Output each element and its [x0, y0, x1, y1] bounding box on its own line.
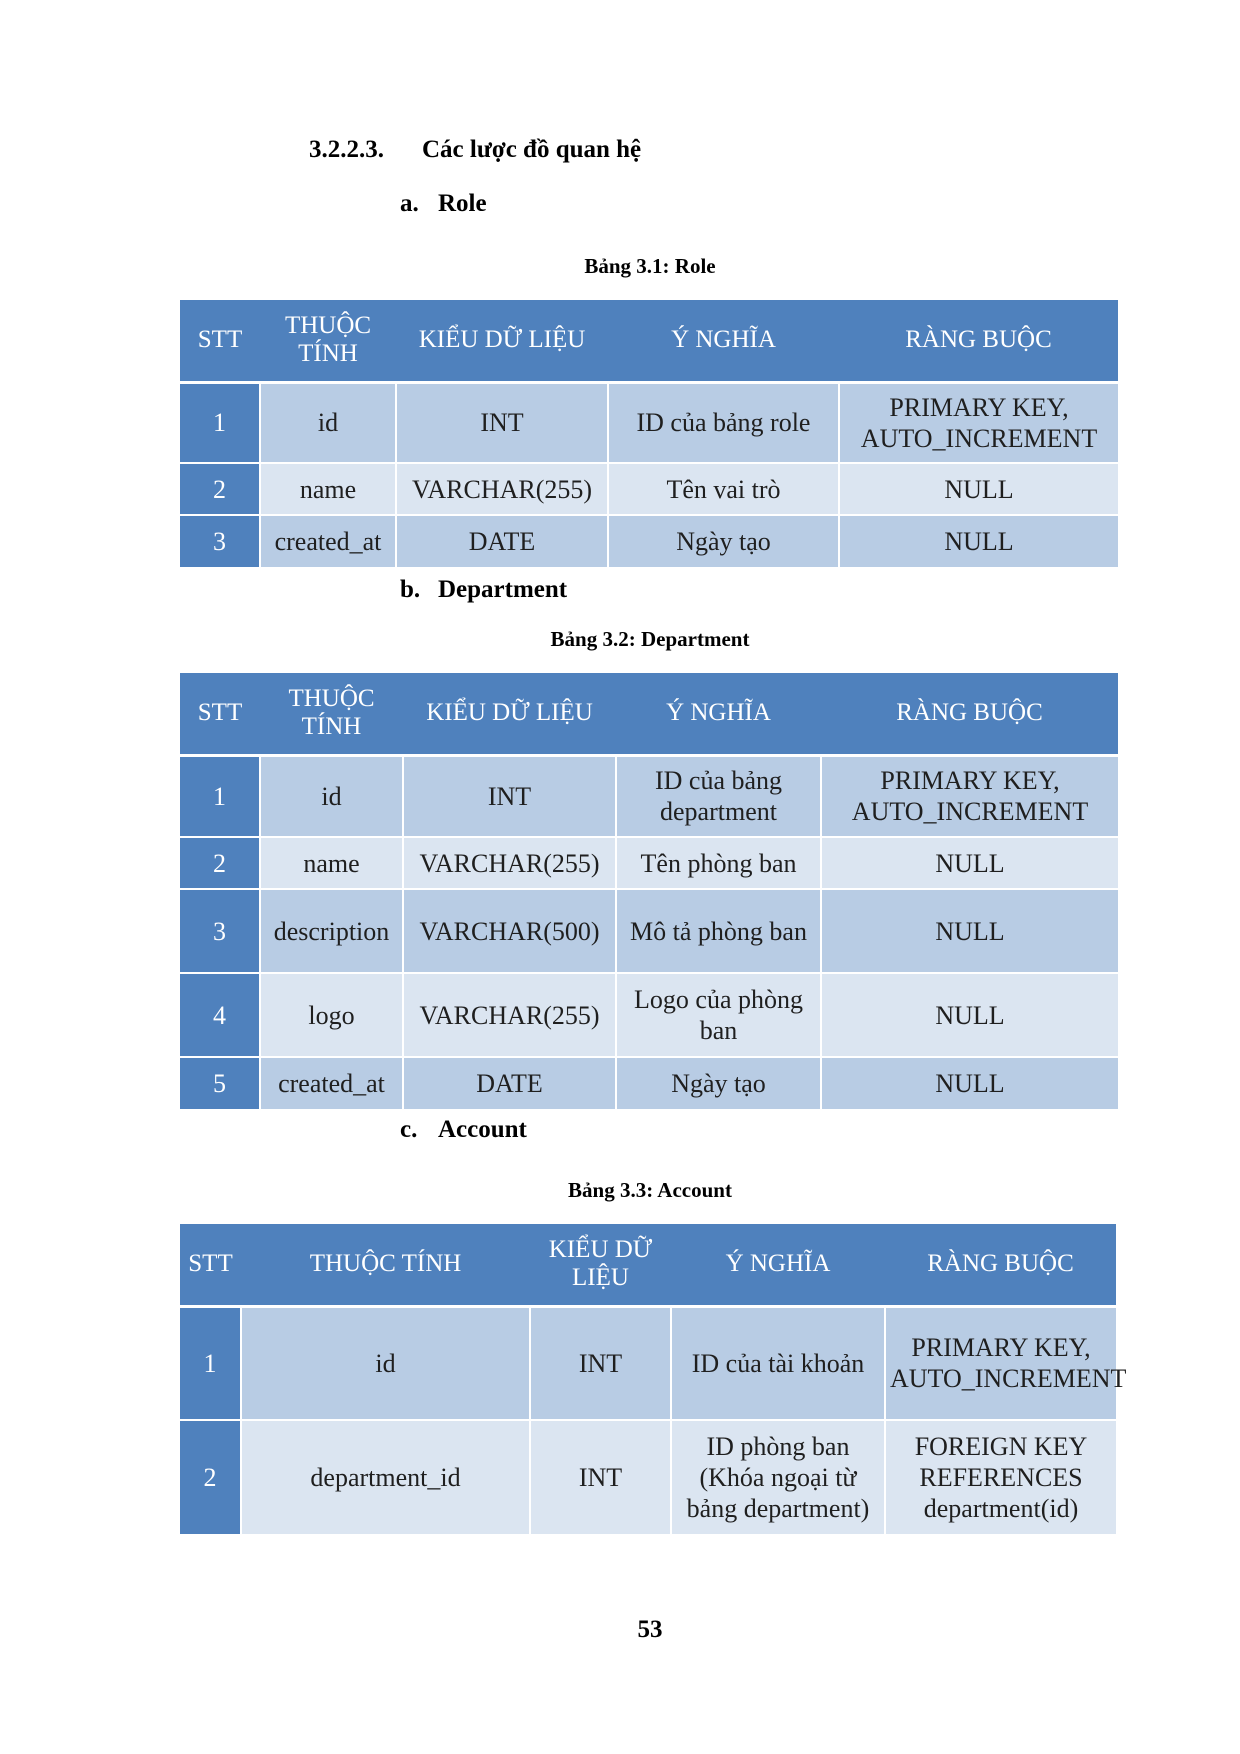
cell-type: DATE: [403, 1057, 616, 1109]
subsection-heading-department: b. Department: [400, 576, 568, 603]
cell-attribute: logo: [260, 973, 403, 1057]
cell-meaning: ID của bảng role: [608, 382, 839, 463]
cell-type: INT: [396, 382, 608, 463]
cell-type: VARCHAR(500): [403, 889, 616, 973]
table-row: [180, 973, 1118, 1057]
table-role: [180, 300, 1118, 567]
header-cell: KIỂU DỮ LIỆU: [403, 673, 616, 755]
cell-constraint: NULL: [839, 463, 1118, 515]
header-cell: RÀNG BUỘC: [885, 1224, 1116, 1306]
cell-attribute: id: [241, 1306, 530, 1420]
header-cell: RÀNG BUỘC: [839, 300, 1118, 382]
table-row: [180, 1057, 1118, 1109]
cell-attribute: department_id: [241, 1420, 530, 1534]
cell-type: VARCHAR(255): [396, 463, 608, 515]
header-cell: KIỂU DỮ LIỆU: [396, 300, 608, 382]
cell-constraint: PRIMARY KEY, AUTO_INCREMENT: [821, 755, 1118, 837]
cell-meaning: Logo của phòng ban: [616, 973, 821, 1057]
cell-type: INT: [530, 1420, 671, 1534]
cell-constraint: NULL: [839, 515, 1118, 567]
cell-meaning: ID của tài khoản: [671, 1306, 885, 1420]
header-cell: KIỂU DỮ LIỆU: [530, 1224, 671, 1306]
table-caption-role: Bảng 3.1: Role: [584, 254, 716, 278]
table-row: [180, 1306, 1116, 1420]
table-row: [180, 382, 1118, 463]
table-row: [180, 515, 1118, 567]
header-cell: THUỘC TÍNH: [241, 1224, 530, 1306]
cell-stt: 1: [180, 755, 260, 837]
section-number: 3.2.2.3.: [309, 136, 384, 163]
cell-stt: 4: [180, 973, 260, 1057]
cell-attribute: id: [260, 755, 403, 837]
cell-attribute: created_at: [260, 1057, 403, 1109]
cell-meaning: Ngày tạo: [616, 1057, 821, 1109]
cell-constraint: NULL: [821, 837, 1118, 889]
cell-stt: 2: [180, 463, 260, 515]
cell-meaning: ID phòng ban (Khóa ngoại từ bảng department): [671, 1420, 885, 1534]
cell-meaning: Tên vai trò: [608, 463, 839, 515]
cell-attribute: name: [260, 463, 396, 515]
cell-constraint: NULL: [821, 1057, 1118, 1109]
table-header-row: [180, 673, 1118, 755]
header-cell: STT: [180, 673, 260, 755]
cell-type: VARCHAR(255): [403, 973, 616, 1057]
cell-constraint: NULL: [821, 973, 1118, 1057]
page-number: 53: [637, 1616, 663, 1643]
cell-constraint: PRIMARY KEY, AUTO_INCREMENT: [839, 382, 1118, 463]
cell-constraint: NULL: [821, 889, 1118, 973]
table-header-row: [180, 1224, 1116, 1306]
cell-attribute: name: [260, 837, 403, 889]
cell-attribute: id: [260, 382, 396, 463]
table-header-row: [180, 300, 1118, 382]
cell-meaning: Ngày tạo: [608, 515, 839, 567]
cell-stt: 2: [180, 837, 260, 889]
header-cell: Ý NGHĨA: [616, 673, 821, 755]
cell-meaning: ID của bảng department: [616, 755, 821, 837]
cell-type: VARCHAR(255): [403, 837, 616, 889]
cell-attribute: description: [260, 889, 403, 973]
cell-stt: 1: [180, 1306, 241, 1420]
header-cell: Ý NGHĨA: [608, 300, 839, 382]
header-cell: THUỘC TÍNH: [260, 673, 403, 755]
cell-constraint: PRIMARY KEY, AUTO_INCREMENT: [885, 1306, 1116, 1420]
table-row: [180, 837, 1118, 889]
table-department: [180, 673, 1118, 1109]
section-title: Các lược đồ quan hệ: [422, 136, 642, 163]
table-row: [180, 889, 1118, 973]
table-row: [180, 463, 1118, 515]
cell-meaning: Tên phòng ban: [616, 837, 821, 889]
table-row: [180, 755, 1118, 837]
cell-meaning: Mô tả phòng ban: [616, 889, 821, 973]
table-account: [180, 1224, 1127, 1534]
table-caption-account: Bảng 3.3: Account: [568, 1178, 732, 1202]
cell-constraint: FOREIGN KEY REFERENCES department(id): [885, 1420, 1116, 1534]
cell-stt: 5: [180, 1057, 260, 1109]
header-cell: THUỘC TÍNH: [260, 300, 396, 382]
table-row: [180, 1420, 1116, 1534]
header-cell: RÀNG BUỘC: [821, 673, 1118, 755]
cell-type: INT: [530, 1306, 671, 1420]
header-cell: Ý NGHĨA: [671, 1224, 885, 1306]
cell-stt: 1: [180, 382, 260, 463]
subsection-heading-role: a. Role: [400, 190, 487, 217]
table-caption-department: Bảng 3.2: Department: [550, 627, 750, 651]
cell-stt: 2: [180, 1420, 241, 1534]
header-cell: STT: [180, 1224, 241, 1306]
cell-attribute: created_at: [260, 515, 396, 567]
cell-stt: 3: [180, 889, 260, 973]
subsection-heading-account: c. Account: [400, 1116, 527, 1143]
section-heading: [309, 136, 641, 164]
cell-type: INT: [403, 755, 616, 837]
cell-stt: 3: [180, 515, 260, 567]
header-cell: STT: [180, 300, 260, 382]
cell-type: DATE: [396, 515, 608, 567]
